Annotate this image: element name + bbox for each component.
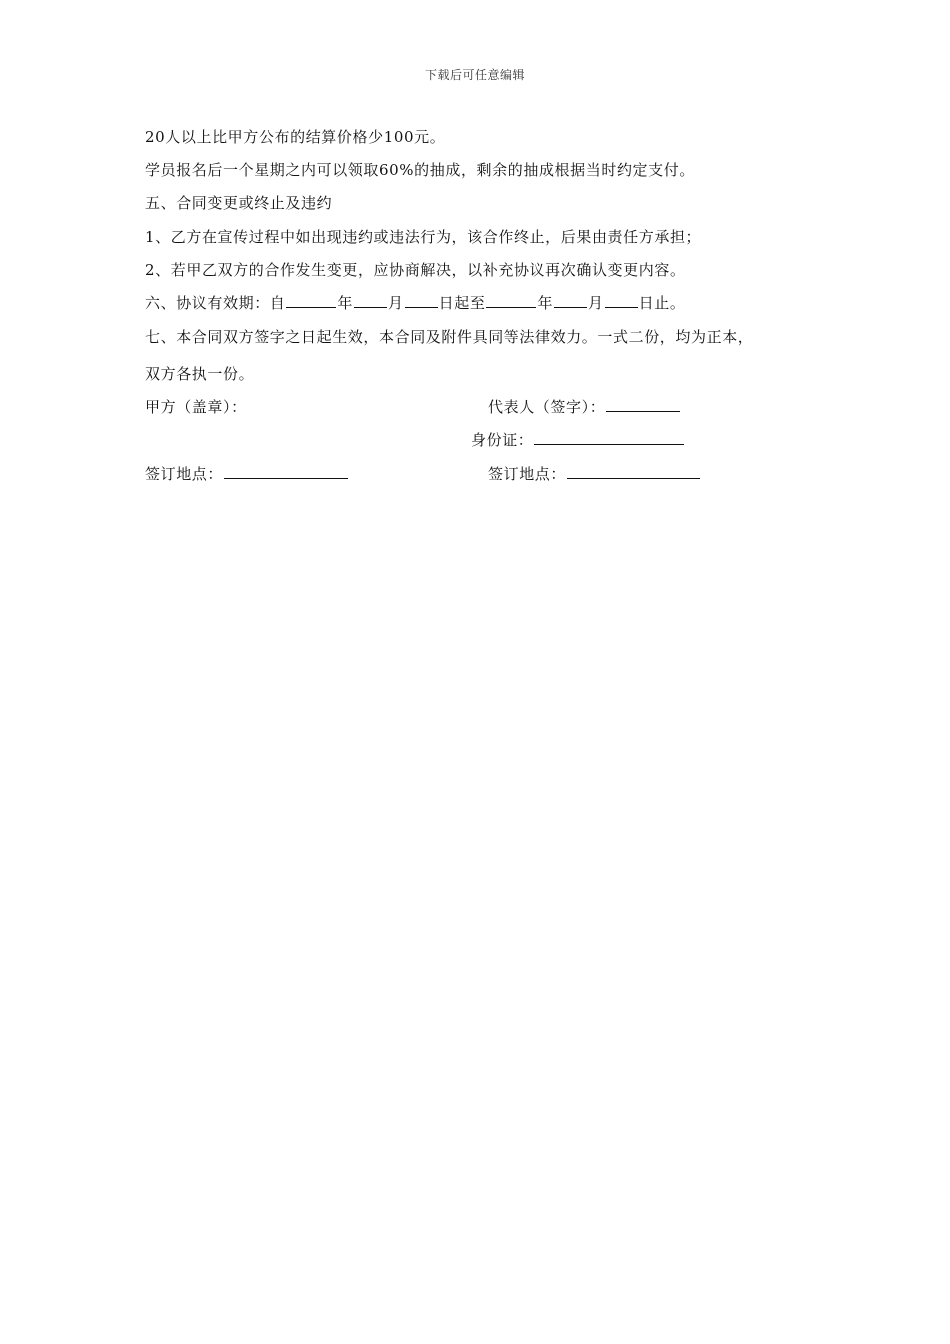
id-card-label: 身份证： bbox=[471, 431, 534, 449]
sign-place-right bbox=[488, 464, 701, 484]
validity-day-to: 日起至 bbox=[438, 294, 486, 312]
sign-place-left-blank[interactable] bbox=[224, 464, 348, 479]
validity-month-2: 月 bbox=[588, 294, 604, 312]
section-7-line-1: 七、本合同双方签字之日起生效，本合同及附件具同等法律效力。一式二份，均为正本， bbox=[145, 328, 754, 346]
section-5-title: 五、合同变更或终止及违约 bbox=[145, 194, 333, 212]
id-card-blank[interactable] bbox=[534, 430, 684, 445]
sign-place-left bbox=[145, 464, 349, 484]
validity-day-end: 日止。 bbox=[638, 294, 686, 312]
representative-blank[interactable] bbox=[606, 397, 680, 412]
representative-signature bbox=[488, 397, 681, 417]
section-5-item-2: 2、若甲乙双方的合作发生变更，应协商解决，以补充协议再次确认变更内容。 bbox=[145, 261, 686, 279]
section-6-validity bbox=[145, 293, 685, 313]
start-year-blank[interactable] bbox=[286, 293, 336, 308]
party-a-seal-label: 甲方（盖章）： bbox=[145, 398, 247, 416]
validity-year-1: 年 bbox=[337, 294, 354, 312]
validity-prefix: 六、协议有效期：自 bbox=[145, 294, 286, 312]
end-day-blank[interactable] bbox=[605, 293, 638, 308]
start-day-blank[interactable] bbox=[405, 293, 438, 308]
end-year-blank[interactable] bbox=[486, 293, 536, 308]
clause-line-2: 学员报名后一个星期之内可以领取60%的抽成，剩余的抽成根据当时约定支付。 bbox=[145, 161, 695, 179]
validity-year-2: 年 bbox=[537, 294, 554, 312]
start-month-blank[interactable] bbox=[354, 293, 387, 308]
clause-line-1: 20人以上比甲方公布的结算价格少100元。 bbox=[145, 128, 446, 146]
page-header: 下载后可任意编辑 bbox=[424, 68, 525, 82]
end-month-blank[interactable] bbox=[554, 293, 587, 308]
sign-place-right-label: 签订地点： bbox=[488, 465, 567, 483]
section-7-line-2: 双方各执一份。 bbox=[145, 365, 255, 383]
sign-place-left-label: 签订地点： bbox=[145, 465, 224, 483]
representative-label: 代表人（签字）： bbox=[488, 398, 606, 416]
id-card-field bbox=[471, 430, 685, 450]
sign-place-right-blank[interactable] bbox=[567, 464, 700, 479]
section-5-item-1: 1、乙方在宣传过程中如出现违约或违法行为，该合作终止，后果由责任方承担； bbox=[145, 228, 702, 246]
validity-month-1: 月 bbox=[388, 294, 404, 312]
